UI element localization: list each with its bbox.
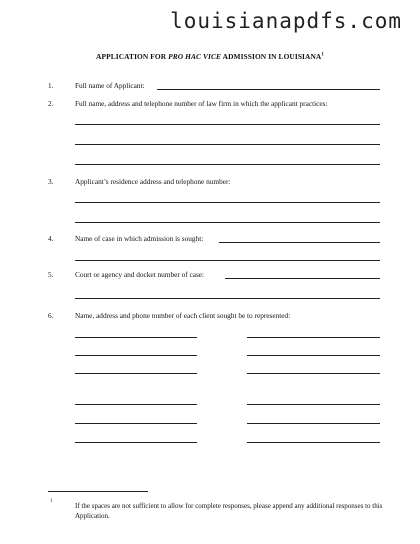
court-docket-field-line-2[interactable] [75,298,380,299]
applicant-name-field[interactable] [157,89,380,90]
item-6-label: Name, address and phone number of each client sought be to represented: [75,311,291,320]
title-suffix: ADMISSION IN LOUISIANA [221,52,322,61]
item-4-number: 4. [48,234,54,243]
case-name-field-line-2[interactable] [75,260,380,261]
item-3-label: Applicant’s residence address and telephone number: [75,177,231,186]
item-3-number: 3. [48,177,54,186]
client-3-field-line-2[interactable] [75,423,197,424]
client-1-field-line-1[interactable] [75,337,197,338]
item-2-number: 2. [48,99,54,108]
watermark-logo: louisianapdfs.com [170,9,402,33]
footnote-text: If the spaces are not sufficient to allow for complete responses, please append any additional responses to this Application. [75,502,383,520]
form-title [0,52,420,61]
client-4-field-line-3[interactable] [247,442,380,443]
client-3-field-line-3[interactable] [75,442,197,443]
title-prefix: APPLICATION FOR [96,52,169,61]
client-4-field-line-1[interactable] [247,404,380,405]
law-firm-field-line-2[interactable] [75,144,380,145]
client-3-field-line-1[interactable] [75,404,197,405]
case-name-field-line-1[interactable] [219,242,380,243]
item-2-label: Full name, address and telephone number of law firm in which the applicant practices: [75,99,328,108]
court-docket-field-line-1[interactable] [225,278,380,279]
client-2-field-line-3[interactable] [247,373,380,374]
item-1-label: Full name of Applicant: [75,81,145,90]
client-2-field-line-1[interactable] [247,337,380,338]
client-2-field-line-2[interactable] [247,355,380,356]
law-firm-field-line-1[interactable] [75,124,380,125]
title-italic: PRO HAC VICE [168,52,222,61]
item-1-number: 1. [48,81,54,90]
item-6-number: 6. [48,311,54,320]
footnote-divider [48,491,148,492]
client-4-field-line-2[interactable] [247,423,380,424]
footnote-mark: 1 [50,499,53,504]
title-footnote-ref: 1 [321,52,324,58]
residence-field-line-1[interactable] [75,202,380,203]
residence-field-line-2[interactable] [75,222,380,223]
client-1-field-line-3[interactable] [75,373,197,374]
client-1-field-line-2[interactable] [75,355,197,356]
law-firm-field-line-3[interactable] [75,164,380,165]
item-5-label: Court or agency and docket number of case: [75,270,205,279]
item-5-number: 5. [48,270,54,279]
item-4-label: Name of case in which admission is sought: [75,234,204,243]
